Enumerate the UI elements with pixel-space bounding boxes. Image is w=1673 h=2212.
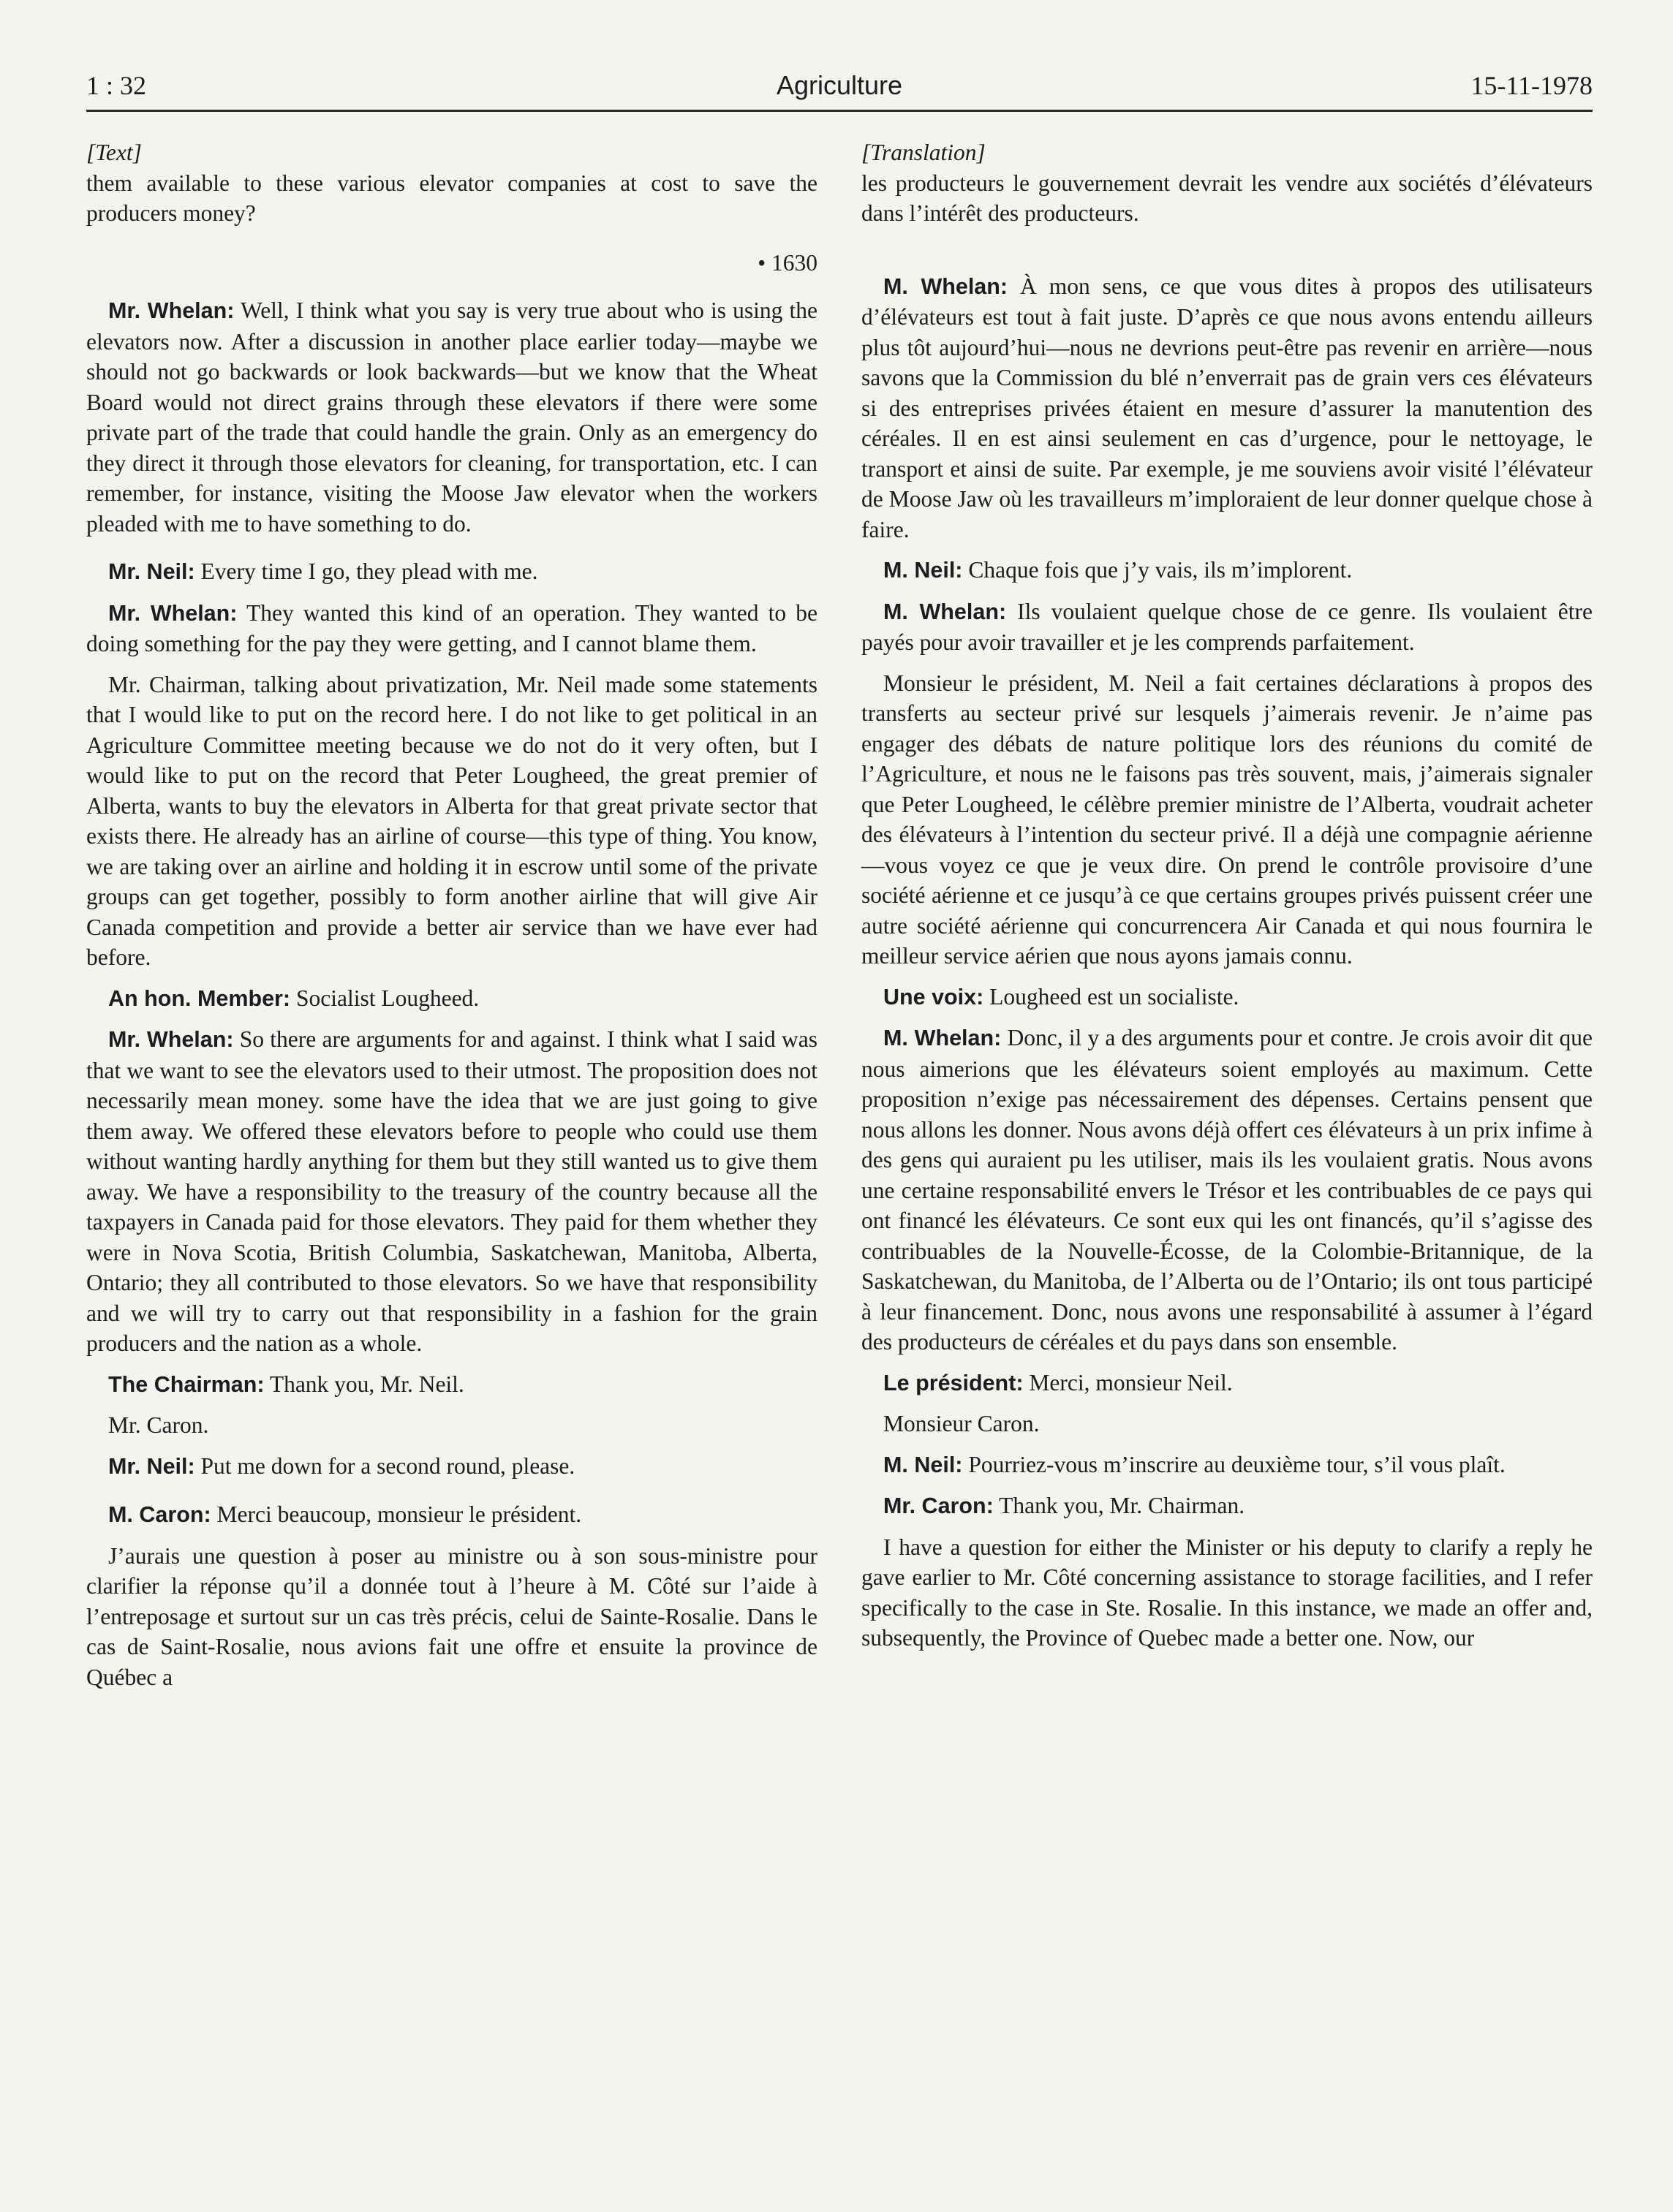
transcript-paragraph bbox=[86, 1499, 817, 1531]
speaker-name: Mr. Caron: bbox=[883, 1493, 994, 1518]
transcript-paragraph bbox=[86, 1369, 817, 1401]
speech-text: Lougheed est un socialiste. bbox=[983, 983, 1239, 1010]
speech-text: Monsieur Caron. bbox=[883, 1411, 1040, 1436]
speech-text: Thank you, Mr. Chairman. bbox=[993, 1493, 1245, 1518]
transcript-paragraph bbox=[861, 668, 1593, 971]
source-label: [Translation] bbox=[861, 140, 986, 165]
transcript-paragraph bbox=[86, 670, 817, 973]
transcript-paragraph bbox=[86, 1541, 817, 1693]
transcript-paragraph bbox=[861, 596, 1593, 658]
speech-text: À mon sens, ce que vous dites à propos des utilisateurs d’élévateurs est tout à fait juste. D’après ce que nous avons entendu ailleurs plus tôt aujourd’hui—nous ne devrions peut-être pas revenir en arrière—nous savons que la Commission du blé n’enverrait pas de grain vers ces élévateurs si des entreprises privées étaient en mesure d’assurer la manutention des céréales. Il en est ainsi seulement en cas d’urgence, pour le nettoyage, le transport et ainsi de suite. Par exemple, je me souviens avoir visité l’élévateur de Moose Jaw où les travailleurs m’imploraient de leur donner quelque chose à faire. bbox=[861, 273, 1593, 542]
transcript-paragraph bbox=[861, 982, 1593, 1013]
speech-text: Put me down for a second round, please. bbox=[195, 1452, 575, 1479]
speech-text: Chaque fois que j’y vais, ils m’implorent. bbox=[962, 557, 1353, 583]
speech-text: Mr. Chairman, talking about privatization, Mr. Neil made some statements that I would like to put on the record here. I do not like to get political in an Agriculture Committee meeting because we do not do it very often, but I would like to put on the record that Peter Lougheed, the great premier of Alberta, wants to buy the elevators in Alberta for that great private sector that exists there. He already has an airline of course—this type of thing. You know, we are taking over an airline and holding it in escrow until some of the private groups can get together, possibly to form another airline that will give Air Canada competition and provide a better air service than we have ever had before. bbox=[86, 671, 817, 970]
speech-text: I have a question for either the Minister or his deputy to clarify a reply he gave earlier to Mr. Côté concerning assistance to storage facilities, and I refer specifically to the case in Ste. Rosalie. In this instance, we made an offer and, subsequently, the Province of Quebec made a better one. Now, our bbox=[861, 1534, 1593, 1651]
page-title: Agriculture bbox=[776, 70, 903, 100]
transcript-paragraph bbox=[86, 598, 817, 659]
speaker-name: Mr. Neil: bbox=[108, 1453, 195, 1479]
speaker-name: The Chairman: bbox=[108, 1371, 265, 1397]
transcript-paragraph bbox=[861, 1368, 1593, 1399]
speech-text: Merci beaucoup, monsieur le président. bbox=[211, 1501, 582, 1527]
page-number: 1 : 32 bbox=[86, 71, 147, 100]
transcript-paragraph bbox=[861, 1023, 1593, 1357]
speaker-name: An hon. Member: bbox=[108, 985, 291, 1011]
speaker-name: M. Whelan: bbox=[883, 599, 1007, 624]
transcript-paragraph bbox=[86, 1410, 817, 1441]
speech-text: Thank you, Mr. Neil. bbox=[264, 1371, 464, 1397]
speaker-name: M. Whelan: bbox=[883, 1026, 1002, 1050]
speech-text: Every time I go, they plead with me. bbox=[195, 558, 538, 584]
transcript-paragraph bbox=[861, 555, 1593, 586]
speaker-name: Mr. Whelan: bbox=[108, 600, 238, 626]
speech-text: So there are arguments for and against. I think what I said was that we want to see the elevators used to their utmost. The proposition does not necessarily mean money. some have the idea that we are just going to give them away. We offered these elevators before to people who could use them without wanting hardly anything for them but they still wanted us to give them away. We have a responsibility to the treasury of the country because all the taxpayers in Canada paid for those elevators. They paid for them whether they were in Nova Scotia, British Columbia, Saskatchewan, Manitoba, Alberta, Ontario; they all contributed to those elevators. So we have that responsibility and we will try to carry out that responsibility in a fashion for the grain producers and the nation as a whole. bbox=[86, 1026, 817, 1356]
transcript-paragraph bbox=[861, 1409, 1593, 1439]
speaker-name: M. Caron: bbox=[108, 1502, 211, 1527]
speaker-name: M. Neil: bbox=[883, 558, 963, 583]
speech-text: Merci, monsieur Neil. bbox=[1023, 1369, 1233, 1395]
french-transcript bbox=[861, 271, 1593, 1654]
transcript-paragraph bbox=[86, 1024, 817, 1359]
speech-text: Well, I think what you say is very true about who is using the elevators now. After a discussion in another place earlier today—maybe we should not go backwards or look backwards—but we know that the Wheat Board would not direct grains through these elevators if there were some private part of the trade that could handle the grain. Only as an emergency do they direct it through those elevators for cleaning, for transportation, etc. I can remember, for instance, visiting the Moose Jaw elevator when the workers pleaded with me to have something to do. bbox=[86, 298, 817, 537]
speech-text: Mr. Caron. bbox=[108, 1412, 209, 1438]
speech-text: They wanted this kind of an operation. They wanted to be doing something for the pay they were getting, and I cannot blame them. bbox=[86, 599, 817, 656]
speaker-name: M. Whelan: bbox=[883, 273, 1008, 299]
english-transcript bbox=[86, 295, 817, 1692]
transcript-paragraph bbox=[86, 1451, 817, 1482]
speaker-name: Mr. Neil: bbox=[108, 559, 195, 584]
speech-text: J’aurais une question à poser au ministre ou à son sous-ministre pour clarifier la réponse qu’il a donnée tout à l’heure à M. Côté sur l’aide à l’entreposage et surtout sur un cas très précis, celui de Sainte-Rosalie. Dans le cas de Saint-Rosalie, nous avions fait une offre et ensuite la province de Québec a bbox=[86, 1542, 817, 1690]
speaker-name: Mr. Whelan: bbox=[108, 1027, 234, 1052]
speaker-name: Une voix: bbox=[883, 984, 984, 1010]
speaker-name: Mr. Whelan: bbox=[108, 298, 235, 323]
transcript-paragraph bbox=[861, 271, 1593, 545]
transcript-paragraph bbox=[861, 1532, 1593, 1654]
page-header bbox=[86, 70, 1593, 112]
speaker-name: M. Neil: bbox=[883, 1452, 963, 1477]
speech-text: Ils voulaient quelque chose de ce genre. Ils voulaient être payés pour avoir travailler et je les comprends parfaitement. bbox=[861, 598, 1593, 655]
transcript-paragraph bbox=[861, 1450, 1593, 1481]
time-marker: • 1630 bbox=[758, 249, 817, 276]
continued-text: les producteurs le gouvernement devrait les vendre aux sociétés d’élévateurs dans l’intérêt des producteurs. bbox=[861, 170, 1593, 226]
speech-text: Pourriez-vous m’inscrire au deuxième tour, s’il vous plaît. bbox=[962, 1451, 1506, 1477]
speech-text: Monsieur le président, M. Neil a fait certaines déclarations à propos des transferts au secteur privé sur lesquels j’aimerais revenir. Je n’aime pas engager des débats de nature politique lors des réunions du comité de l’Agriculture, et nous ne le faisons pas très souvent, mais, j’aimerais signaler que Peter Lougheed, le célèbre premier ministre de l’Alberta, voudrait acheter des élévateurs à l’intention du secteur privé. Il a déjà une compagnie aérienne—vous voyez ce que je veux dire. On prend le contrôle provisoire d’une société aérienne et ce jusqu’à ce que certains groupes privés puissent créer une autre société aérienne qui concurrencera Air Canada et qui nous fournira le meilleur service aérien que nous ayons jamais connu. bbox=[861, 670, 1593, 969]
transcript-paragraph bbox=[861, 1491, 1593, 1522]
source-label: [Text] bbox=[86, 140, 142, 165]
speech-text: Donc, il y a des arguments pour et contre. Je crois avoir dit que nous aimerions que les élévateurs soient employés au maximum. Cette proposition n’exige pas nécessairement des dépenses. Certains pensent que nous allons les donner. Nous avons déjà offert ces élévateurs à un prix infime à des gens qui auraient pu les utiliser, mais ils les voulaient gratis. Nous avons une certaine responsabilité envers le Trésor et les contribuables de ce pays qui ont financé les élévateurs. Ce sont eux qui les ont financés, qu’il s’agisse des contribuables de la Nouvelle-Écosse, de la Colombie-Britannique, de la Saskatchewan, du Manitoba, de l’Alberta ou de l’Ontario; ils ont tous participé à leur financement. Donc, nous avons une responsabilité à assumer à l’égard des producteurs de céréales et du pays dans son ensemble. bbox=[861, 1025, 1593, 1355]
speaker-name: Le président: bbox=[883, 1370, 1024, 1395]
french-column bbox=[861, 137, 1593, 1664]
page-date: 15-11-1978 bbox=[1470, 71, 1593, 100]
continued-text: them available to these various elevator companies at cost to save the producers money? bbox=[86, 170, 817, 226]
transcript-paragraph bbox=[86, 983, 817, 1015]
speech-text: Socialist Lougheed. bbox=[290, 985, 480, 1011]
transcript-paragraph bbox=[86, 295, 817, 539]
english-column bbox=[86, 137, 817, 1702]
transcript-paragraph bbox=[86, 556, 817, 588]
